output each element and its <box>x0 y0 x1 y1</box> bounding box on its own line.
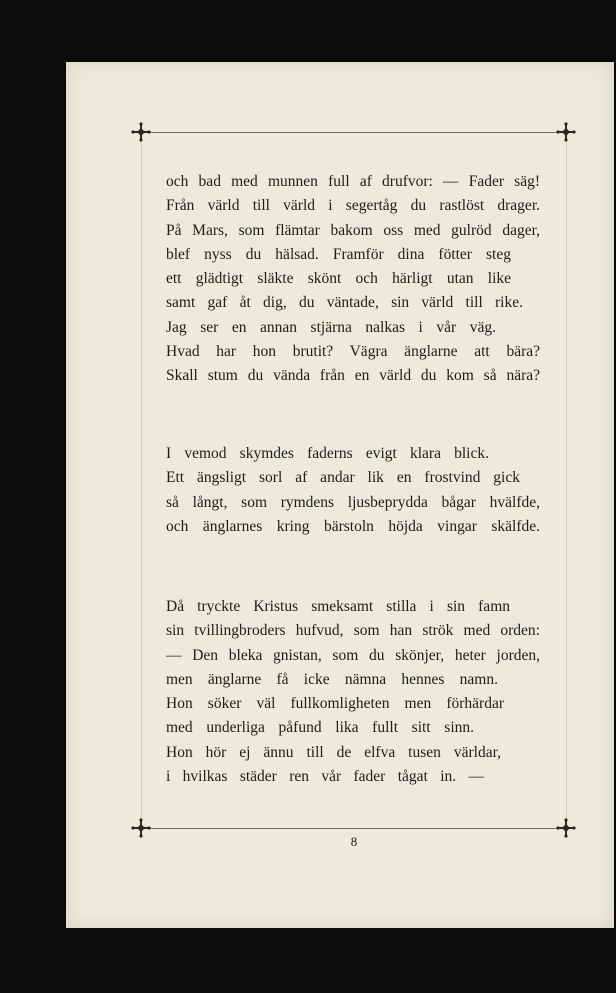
verse-line: Ett ängsligt sorl af andar lik en frostvind gick <box>166 469 520 487</box>
verse-line: i hvilkas städer ren vår fader tågat in. — <box>166 768 484 786</box>
right-rule <box>566 142 567 820</box>
bottom-rule <box>148 828 558 829</box>
verse-line: Hon hör ej ännu till de elfva tusen världar, <box>166 743 501 761</box>
stanza-1 <box>166 170 540 389</box>
verse-line: med underliga påfund lika fullt sitt sinn. <box>166 719 474 737</box>
verse-line: samt gaf åt dig, du väntade, sin värld till rike. <box>166 294 523 312</box>
verse-line: blef nyss du hälsad. Framför dina fötter steg <box>166 245 511 263</box>
verse-line: och änglarnes kring bärstoln höjda vingar skälfde. <box>166 517 540 535</box>
verse-line: och bad med munnen full af drufvor: — Fader säg! <box>166 173 540 190</box>
page-number: 8 <box>350 834 358 849</box>
verse-line: — Den bleka gnistan, som du skönjer, heter jorden, <box>166 646 540 664</box>
stanza-2 <box>166 442 540 539</box>
stanza-3 <box>166 595 540 789</box>
corner-ornament-top-left <box>130 121 152 143</box>
verse-line: ett glädtigt släkte skönt och härligt utan like <box>166 270 511 288</box>
verse-line: I vemod skymdes faderns evigt klara blick. <box>166 445 489 462</box>
left-rule <box>141 142 142 820</box>
top-rule <box>148 132 558 133</box>
verse-line: Hon söker väl fullkomligheten men förhärdar <box>166 695 504 713</box>
verse-line: Från värld till värld i segertåg du rastlöst drager. <box>166 197 540 215</box>
verse-line: men änglarne få icke nämna hennes namn. <box>166 670 498 688</box>
verse-line: Då tryckte Kristus smeksamt stilla i sin famn <box>166 598 510 615</box>
verse-line: sin tvillingbroders hufvud, som han strök med orden: <box>166 622 540 640</box>
corner-ornament-bottom-left <box>130 817 152 839</box>
verse-line: Hvad har hon brutit? Vägra änglarne att bära? <box>166 343 540 361</box>
verse-line: Skall stum du vända från en värld du kom så nära? <box>166 367 540 385</box>
verse-line: så långt, som rymdens ljusbeprydda bågar hvälfde, <box>166 493 540 511</box>
verse-line: På Mars, som flämtar bakom oss med gulröd dager, <box>166 221 540 239</box>
corner-ornament-top-right <box>555 121 577 143</box>
corner-ornament-bottom-right <box>555 817 577 839</box>
verse-line: Jag ser en annan stjärna nalkas i vår väg. <box>166 318 496 336</box>
